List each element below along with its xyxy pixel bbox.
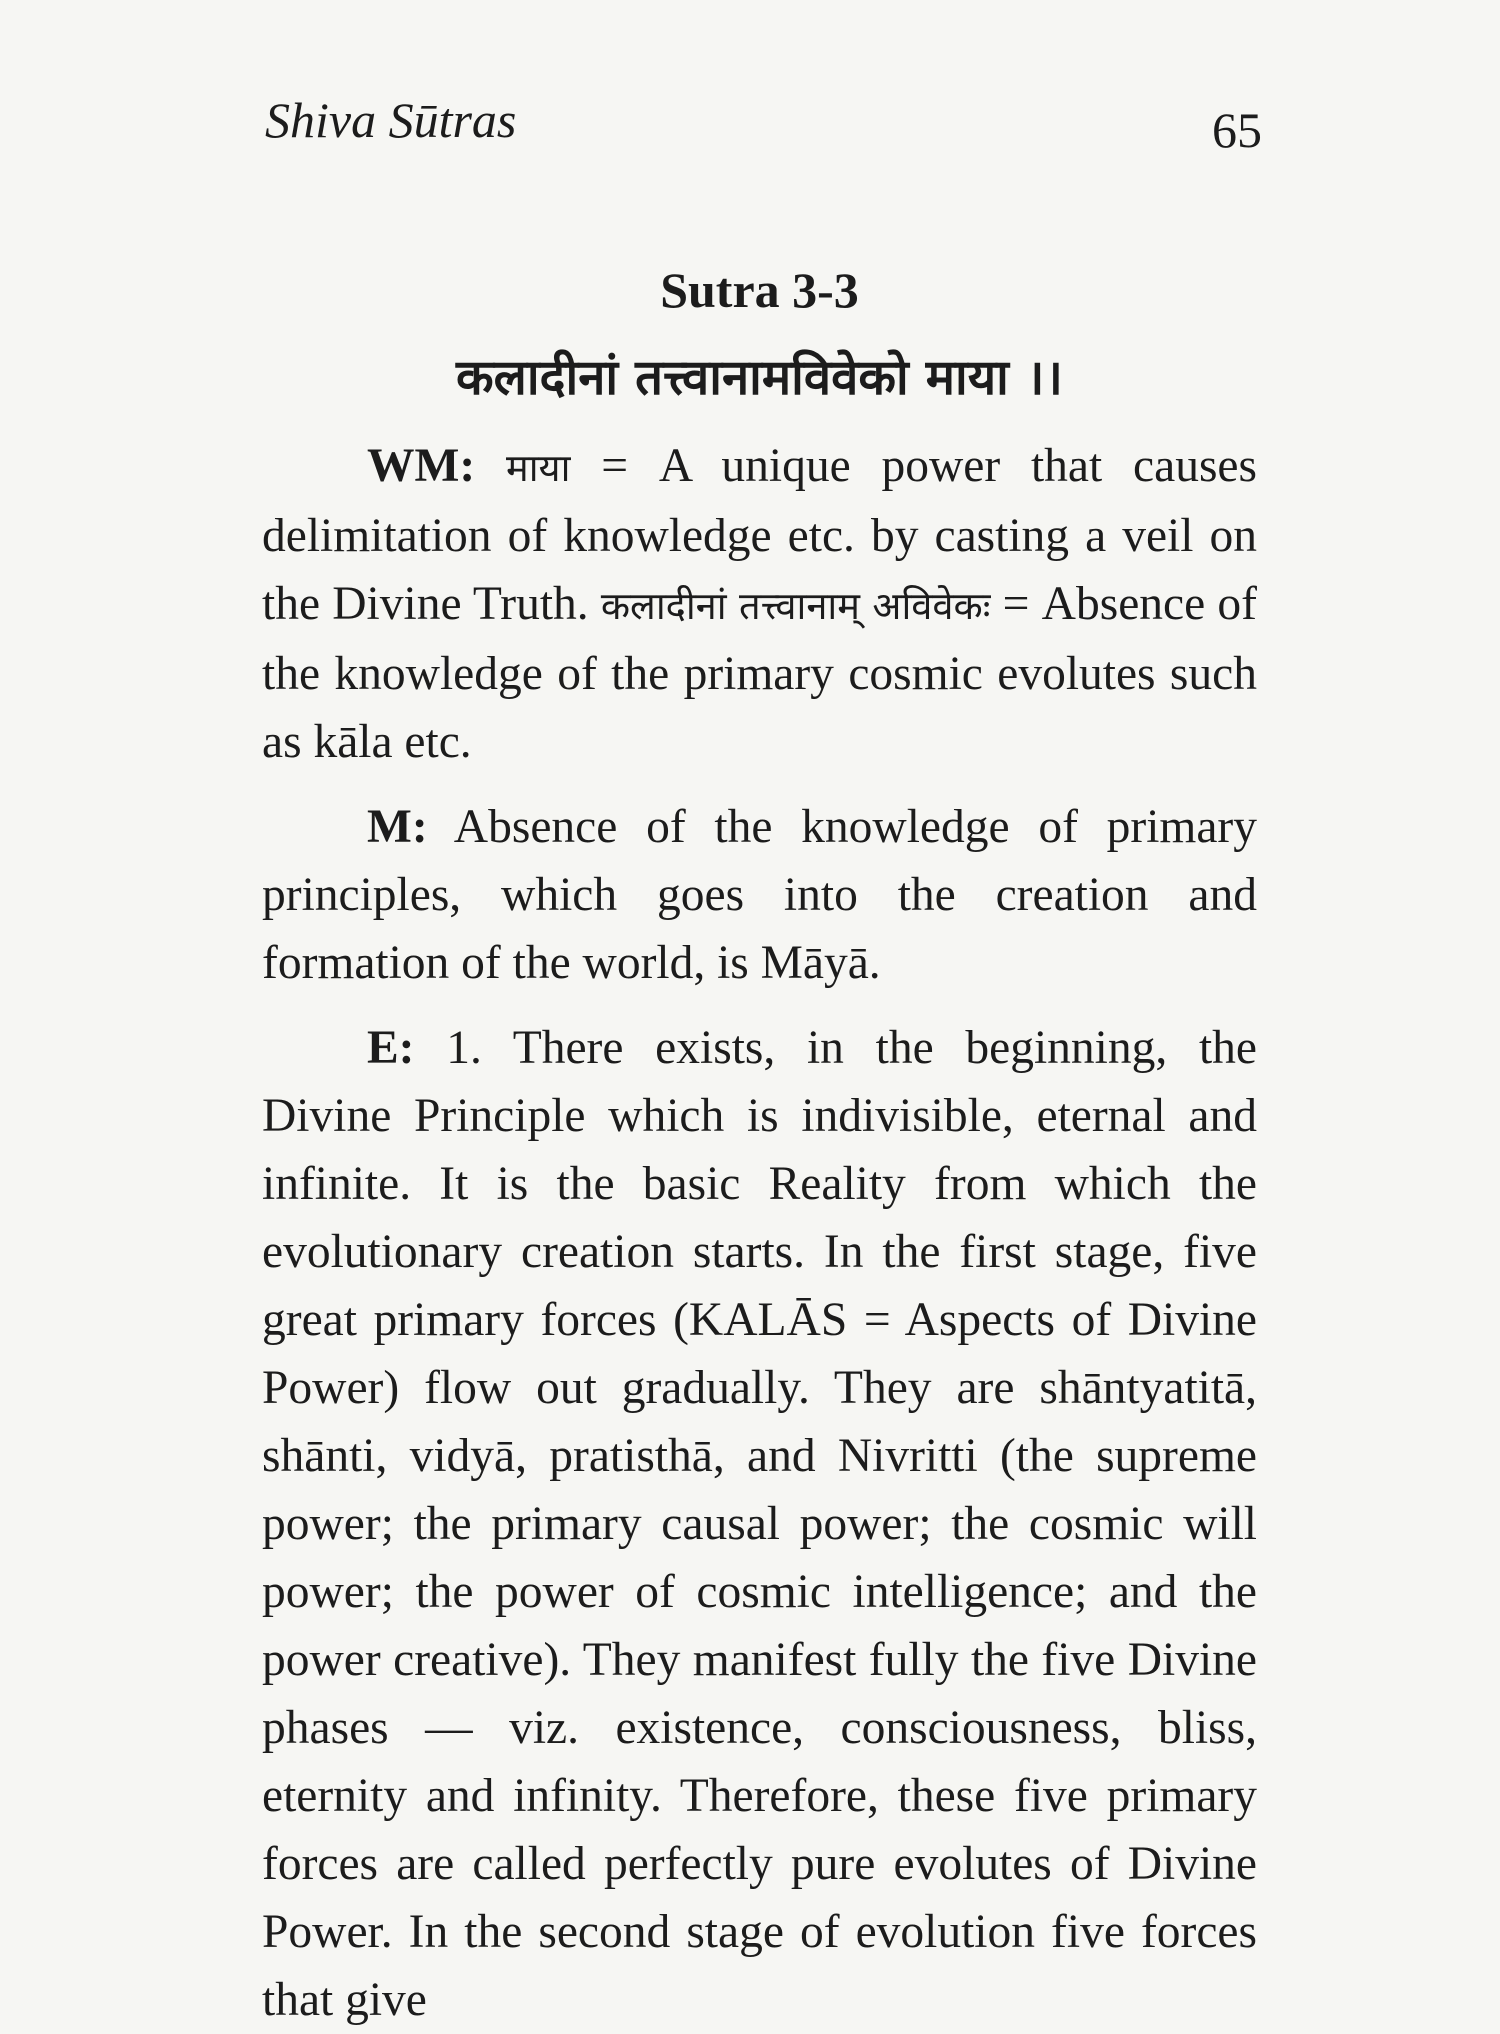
definition-maya: = A unique power that causes delimitation of knowledge etc. by casting a veil on the Divine Truth.	[262, 440, 1258, 630]
word-meaning-label: WM:	[367, 440, 476, 492]
term-kaladinam: कलादीनां तत्त्वानाम् अविवेकः	[600, 584, 991, 628]
running-title: Shiva Sūtras	[265, 92, 517, 148]
meaning-text: Absence of the knowledge of primary principles, which goes into the creation and formation of the world, is Māyā.	[262, 801, 1257, 989]
page-number: 65	[1212, 102, 1262, 158]
explanation-label: E:	[367, 1022, 415, 1074]
page-body	[262, 262, 1258, 2034]
sutra-title: Sutra 3-3	[660, 262, 859, 318]
term-maya: माया	[505, 446, 571, 490]
explanation-text: 1. There exists, in the beginning, the Divine Principle which is indivisible, eternal and infinite. It is the basic Reality from which the evolutionary creation starts. In the first stage, five great primary forces (KALĀS = Aspects of Divine Power) flow out gradually. They are shāntyatitā, shānti, vidyā, pratisthā, and Nivritti (the supreme power; the primary causal power; the cosmic will power; the power of cosmic intelligence; and the power creative). They manifest fully the five Divine phases — viz. existence, consciousness, bliss, eternity and infinity. Therefore, these five primary forces are called perfectly pure evolutes of Divine Power. In the second stage of evolution five forces that give	[262, 1022, 1257, 2026]
explanation-paragraph	[262, 1014, 1257, 2034]
word-meaning-paragraph	[262, 432, 1257, 776]
definition-kaladinam: = Absence of the knowledge of the primary cosmic evolutes such as kāla etc.	[262, 578, 1257, 768]
meaning-paragraph	[262, 793, 1257, 997]
meaning-label: M:	[367, 801, 428, 853]
sutra-sanskrit-text: कलादीनां तत्त्वानामविवेको माया ।।	[455, 349, 1064, 406]
